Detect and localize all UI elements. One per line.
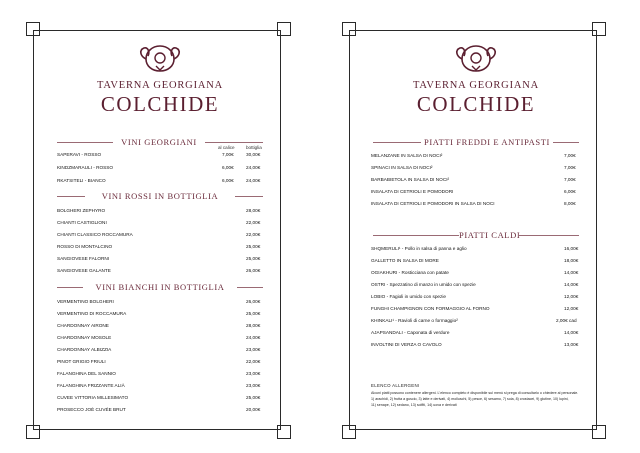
allergen-line: Alcuni piatti possono contenere allergeni. L'elenco completo è disponibile sul menù si prega di consultarlo o chiedere al personale. <box>371 391 579 395</box>
allergen-line: 11) senape, 12) sedano, 13) solfiti, 14) uova e derivati <box>371 403 457 407</box>
menu-item: FUNGHI CHAMPIGNON CON FORMAGGIO AL FORNO <box>371 306 490 311</box>
item-bottle-price: 30,00€ <box>246 152 261 157</box>
item-price: 14,00€ <box>564 282 579 287</box>
item-price: 26,00€ <box>246 268 261 273</box>
col-glass-header: al calice <box>218 145 235 150</box>
item-price: 18,00€ <box>564 258 579 263</box>
menu-item: SHQMERULI¹ - Pollo in salsa di panna e aglio <box>371 246 467 251</box>
menu-item: LOBIO - Fagioli in umido con spezie <box>371 294 447 299</box>
divider-line <box>235 196 263 197</box>
item-name: KINDZMARAULI - ROSSO <box>57 165 113 170</box>
item-glass-price: 6,00€ <box>222 178 234 183</box>
section-title-red-wines: VINI ROSSI IN BOTTIGLIA <box>101 191 219 201</box>
item-glass-price: 7,00€ <box>222 152 234 157</box>
menu-item <box>57 165 113 171</box>
menu-item: INSALATA DI CETRIOLI E POMODORI <box>371 189 454 194</box>
menu-item: KHINKALI¹ - Ravioli di carne o formaggio² <box>371 318 458 323</box>
menu-item: BOLGHERI ZEPHYRO <box>57 208 106 213</box>
divider-line <box>553 142 579 143</box>
brand-title: COLCHIDE <box>100 92 220 116</box>
item-glass-price: 6,00€ <box>222 165 234 170</box>
col-bottle-header: bottiglia <box>246 145 262 150</box>
item-price: 24,00€ <box>246 335 261 340</box>
menu-item: CHIANTI CASTIGLIONI <box>57 220 107 225</box>
item-price: 22,00€ <box>246 232 261 237</box>
menu-item: FALANGHINA DEL SANNIO <box>57 371 116 376</box>
item-price: 7,00€ <box>564 153 576 158</box>
menu-item: CUVEE VITTORIA MILLESIMATO <box>57 395 129 400</box>
item-price: 26,00€ <box>246 299 261 304</box>
crop-mark <box>26 22 40 36</box>
item-price: 6,00€ <box>564 189 576 194</box>
item-price: 16,00€ <box>564 246 579 251</box>
divider-line <box>57 142 113 143</box>
divider-line <box>205 142 263 143</box>
item-price: 23,00€ <box>246 371 261 376</box>
item-price: 25,00€ <box>246 256 261 261</box>
menu-item <box>57 178 106 184</box>
item-price: 25,00€ <box>246 395 261 400</box>
menu-item: SANGIOVESE FALORNI <box>57 256 110 261</box>
crop-mark <box>342 22 356 36</box>
item-price: 2,00€ cad <box>556 318 577 323</box>
menu-item: VERMENTINO BOLGHERI <box>57 299 114 304</box>
menu-item: OSTRI - Spezzatino di manzo in umido con spezie <box>371 282 476 287</box>
item-bottle-price: 24,00€ <box>246 178 261 183</box>
crop-mark <box>277 425 291 439</box>
item-price: 22,00€ <box>246 359 261 364</box>
crop-mark <box>342 425 356 439</box>
brand-title: COLCHIDE <box>416 92 536 116</box>
item-price: 28,00€ <box>246 208 261 213</box>
section-title-cold-dishes: PIATTI FREDDI E ANTIPASTI <box>424 137 550 147</box>
menu-item: SPINACI IN SALSA DI NOCI² <box>371 165 433 170</box>
item-price: 12,00€ <box>564 294 579 299</box>
item-name: SAPERAVI - ROSSO <box>57 152 102 157</box>
item-price: 22,00€ <box>246 220 261 225</box>
item-price: 20,00€ <box>246 407 261 412</box>
allergen-heading: ELENCO ALLERGENI <box>371 383 420 388</box>
section-title-hot-dishes: PIATTI CALDI <box>459 230 521 240</box>
menu-page-dishes <box>320 0 640 453</box>
item-price: 7,00€ <box>564 177 576 182</box>
menu-item <box>57 152 101 158</box>
divider-line <box>519 235 579 236</box>
menu-item: FALANGHINA FRIZZANTE ALIÀ <box>57 383 125 388</box>
item-price: 14,00€ <box>564 330 579 335</box>
item-bottle-price: 24,00€ <box>246 165 261 170</box>
menu-item: MELANZANE IN SALSA DI NOCI² <box>371 153 443 158</box>
item-price: 13,00€ <box>564 342 579 347</box>
crop-mark <box>592 425 606 439</box>
item-price: 23,00€ <box>246 383 261 388</box>
crop-mark <box>592 22 606 36</box>
brand-subtitle: TAVERNA GEORGIANA <box>96 80 224 91</box>
brand-subtitle: TAVERNA GEORGIANA <box>412 80 540 91</box>
crop-mark <box>26 425 40 439</box>
item-name: RKATSITELI - BIANCO <box>57 178 106 183</box>
item-price: 8,00€ <box>564 201 576 206</box>
section-title-georgian-wines: VINI GEORGIANI <box>121 137 197 147</box>
section-title-white-wines: VINI BIANCHI IN BOTTIGLIA <box>95 282 225 292</box>
menu-item: CHARDONNAY AIRONE <box>57 323 109 328</box>
menu-item: INVOLTINI DI VERZA O CAVOLO <box>371 342 442 347</box>
item-price: 12,00€ <box>564 306 579 311</box>
brand-logo-icon <box>138 44 182 74</box>
menu-item: INSALATA DI CETRIOLI E POMODORI IN SALSA DI NOCI <box>371 201 495 206</box>
item-price: 23,00€ <box>246 347 261 352</box>
item-price: 7,00€ <box>564 165 576 170</box>
allergen-line: 1) arachidi, 2) frutta a guscio, 3) latte e derivati, 4) molluschi, 5) pesce, 6) sesamo, 7) soia, 8) crostacei, 9) glutine, 10) lupini, <box>371 397 569 401</box>
menu-item: CHARDONNAY MOSOLE <box>57 335 112 340</box>
crop-mark <box>277 22 291 36</box>
item-price: 14,00€ <box>564 270 579 275</box>
item-price: 25,00€ <box>246 244 261 249</box>
item-price: 28,00€ <box>246 323 261 328</box>
menu-item: OGIAKHURI - Rosticciana con patate <box>371 270 449 275</box>
divider-line <box>57 196 85 197</box>
menu-item: ROSSO DI MONTALCINO <box>57 244 113 249</box>
menu-item: PROSECCO JOÈ CUVÉE BRUT <box>57 407 126 412</box>
divider-line <box>373 235 459 236</box>
menu-item: GALLETTO IN SALSA DI MORE <box>371 258 439 263</box>
menu-item: CHARDONNAY ALBIZZIA <box>57 347 112 352</box>
menu-item: SANGIOVESE GALANTE <box>57 268 111 273</box>
brand-logo-icon <box>454 44 498 74</box>
item-price: 25,00€ <box>246 311 261 316</box>
divider-line <box>57 287 83 288</box>
menu-item: CHIANTI CLASSICO ROCCAMURA <box>57 232 133 237</box>
menu-item: VERMENTINO DI ROCCAMURA <box>57 311 127 316</box>
menu-item: AJAPSANDALI - Caponata di verdure <box>371 330 450 335</box>
divider-line <box>373 142 421 143</box>
menu-item: BARBABIETOLA IN SALSA DI NOCI² <box>371 177 450 182</box>
menu-item: PINOT GRIGIO FRIULI <box>57 359 106 364</box>
divider-line <box>237 287 263 288</box>
